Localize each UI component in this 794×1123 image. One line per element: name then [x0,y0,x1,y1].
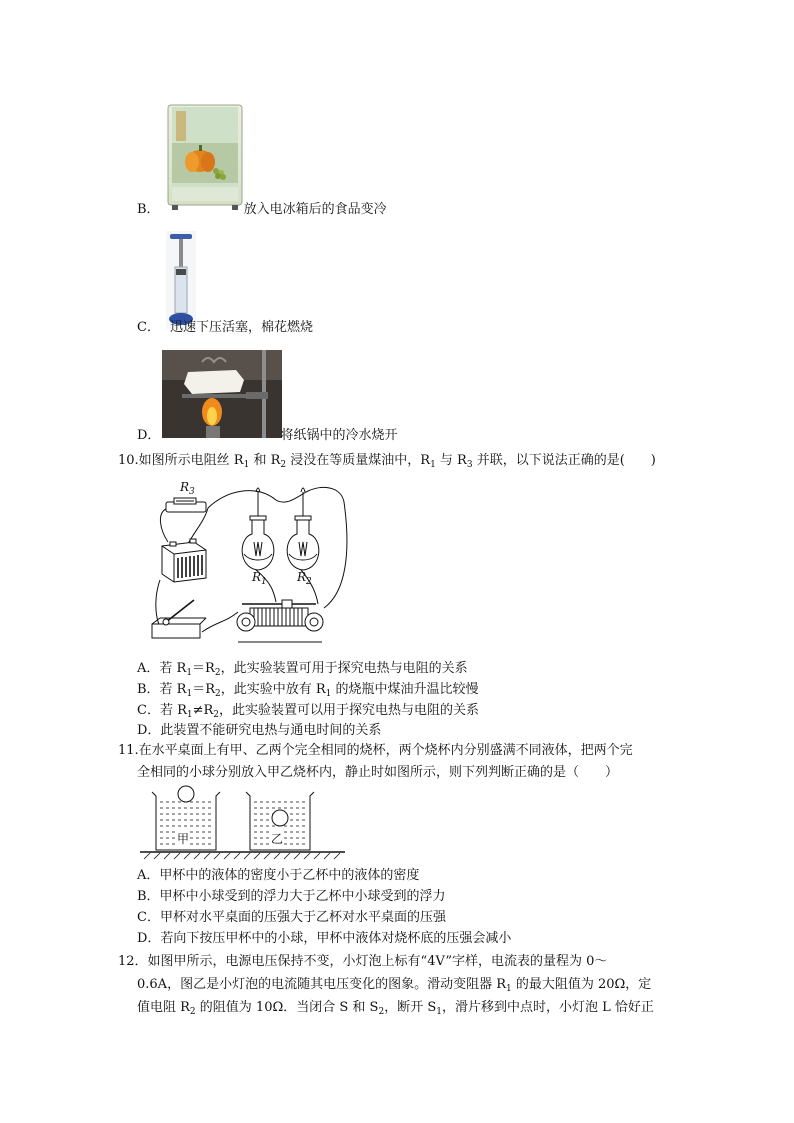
q12-line1: 12．如图甲所示，电源电压保持不变，小灯泡上标有“4V”字样，电流表的量程为 0～ [118,954,608,969]
label-r1: $R_1$ [252,570,267,587]
q10-option-a[interactable]: A．若 $R_1=R_2$，此实验装置可用于探究电热与电阻的关系 [137,661,468,678]
label-jia: 甲 [177,832,190,846]
beakers-diagram [140,784,345,862]
q9-option-d[interactable]: D． 将纸锅中的冷水烧开 [137,428,398,443]
label-yi: 乙 [271,832,284,846]
q11-stem-line2: 全相同的小球分别放入甲乙烧杯内，静止时如图所示，则下列判断正确的是（ ） [137,765,619,780]
q12-line3: 值电阻 $R_2$ 的阻值为 10Ω．当闭合 S 和 $S_2$，断开 $S_1$，滑片移到中点时，小灯泡 L 恰好正 [137,1000,654,1017]
q11-option-b[interactable]: B．甲杯中小球受到的浮力大于乙杯中小球受到的浮力 [137,889,446,904]
q11-option-a[interactable]: A．甲杯中的液体的密度小于乙杯中的液体的密度 [137,868,420,883]
q11-stem-line1: 11.在水平桌面上有甲、乙两个完全相同的烧杯，两个烧杯内分别盛满不同液体，把两个完 [118,743,633,758]
q10-option-b[interactable]: B．若 $R_1=R_2$，此实验中放有 $R_1$ 的烧瓶中煤油升温比较慢 [137,682,479,699]
label-r2: $R_2$ [297,570,312,587]
circuit-diagram [146,472,356,652]
q11-option-d[interactable]: D．若向下按压甲杯中的小球，甲杯中液体对烧杯底的压强会减小 [137,931,512,946]
piston-syringe-photo [166,231,196,329]
paper-pot-photo [162,350,282,438]
label-r3: $R_3$ [180,480,195,497]
q9-option-c[interactable]: C． 迅速下压活塞，棉花燃烧 [137,320,313,335]
q10-option-c[interactable]: C．若 $R_1\ne R_2$，此实验装置可以用于探究电热与电阻的关系 [137,703,480,720]
q10-option-d[interactable]: D．此装置不能研究电热与通电时间的关系 [137,723,382,738]
q12-line2: 0.6A，图乙是小灯泡的电流随其电压变化的图象。滑动变阻器 $R_1$ 的最大阻值为 20Ω，定 [137,977,652,994]
q9-option-b[interactable]: B． 放入电冰箱后的食品变冷 [137,202,387,217]
q10-stem: 10.如图所示电阻丝 $R_1$ 和 $R_2$ 浸没在等质量煤油中，$R_1$ 与 $R_3$ 并联，以下说法正确的是( ) [118,453,656,470]
q11-option-c[interactable]: C．甲杯对水平桌面的压强大于乙杯对水平桌面的压强 [137,910,446,925]
refrigerator-photo [166,103,244,211]
